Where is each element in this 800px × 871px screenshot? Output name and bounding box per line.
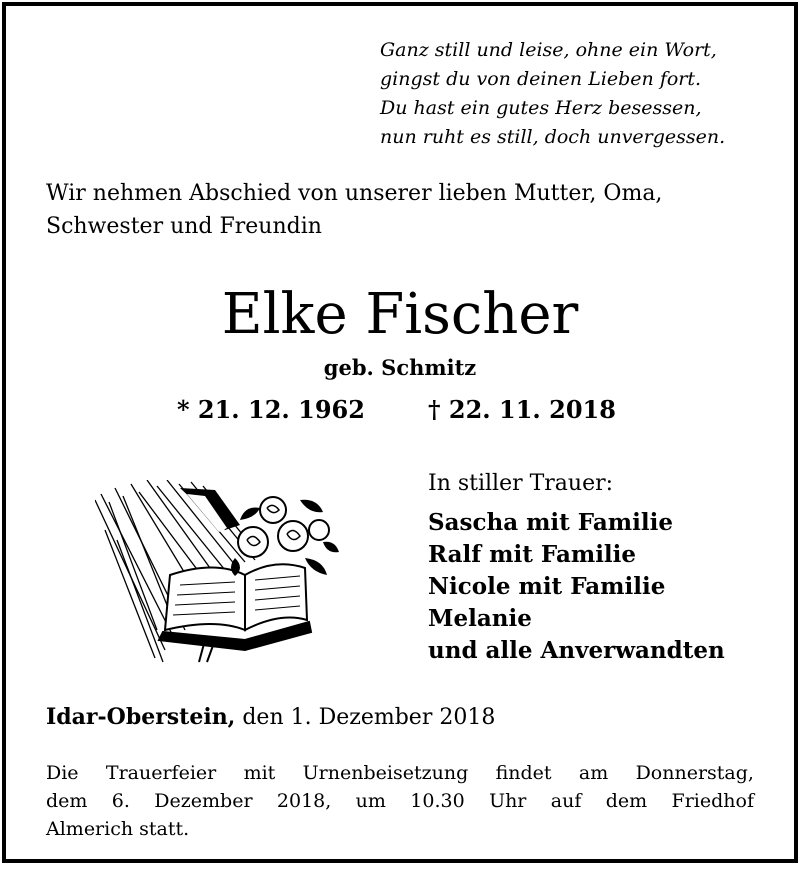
open-book-with-roses-icon: [95, 480, 340, 665]
notice-word: dem: [605, 790, 648, 812]
poem-line: Du hast ein gutes Herz besessen,: [380, 97, 702, 119]
notice-word: Friedhof: [671, 790, 754, 812]
intro-line: Schwester und Freundin: [46, 214, 322, 239]
notice-word: dem: [46, 790, 88, 812]
date: den 1. Dezember 2018: [242, 705, 496, 730]
notice-line: [46, 787, 754, 815]
mourner-name: Sascha mit Familie: [428, 509, 673, 536]
deceased-name: Elke Fischer: [221, 282, 579, 347]
mourner-name: Ralf mit Familie: [428, 541, 637, 568]
poem: [380, 36, 725, 152]
notice-word: findet: [495, 762, 552, 784]
birth-date: * 21. 12. 1962: [177, 395, 365, 424]
notice-word: Uhr: [489, 790, 527, 812]
intro-line: Wir nehmen Abschied von unserer lieben Mutter, Oma,: [46, 181, 663, 206]
maiden-name: geb. Schmitz: [323, 355, 477, 380]
funeral-notice: [46, 759, 754, 843]
mourners-list: [428, 507, 725, 667]
notice-word: Urnenbeisetzung: [302, 762, 469, 784]
poem-line: Ganz still und leise, ohne ein Wort,: [380, 39, 717, 61]
notice-word: Donnerstag,: [635, 762, 754, 784]
mourning-heading: In stiller Trauer:: [428, 471, 614, 496]
notice-word: Die: [46, 762, 79, 784]
notice-word: 2018,: [276, 790, 332, 812]
mourner-name: Melanie: [428, 605, 532, 632]
mourner-name: Nicole mit Familie: [428, 573, 666, 600]
farewell-intro: [46, 177, 662, 243]
place-and-date: [46, 704, 495, 730]
death-date: † 22. 11. 2018: [428, 395, 616, 424]
notice-word: 10.30: [410, 790, 465, 812]
notice-word: auf: [550, 790, 582, 812]
notice-word: mit: [243, 762, 276, 784]
notice-line: Almerich statt.: [46, 818, 190, 840]
notice-line: [46, 759, 754, 787]
notice-word: Trauerfeier: [105, 762, 217, 784]
poem-line: nun ruht es still, doch unvergessen.: [380, 126, 726, 148]
poem-line: gingst du von deinen Lieben fort.: [380, 68, 702, 90]
notice-word: um: [355, 790, 386, 812]
mourner-name: und alle Anverwandten: [428, 637, 725, 664]
place: Idar-Oberstein,: [46, 704, 236, 730]
notice-word: Dezember: [154, 790, 253, 812]
notice-word: 6.: [111, 790, 130, 812]
notice-word: am: [578, 762, 609, 784]
